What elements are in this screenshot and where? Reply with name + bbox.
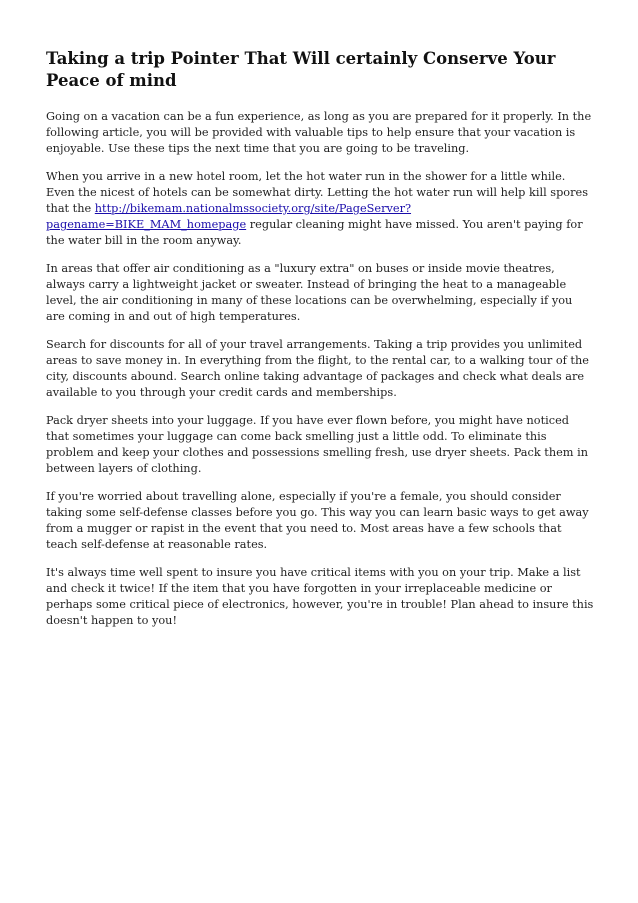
paragraph-intro: Going on a vacation can be a fun experience, as long as you are prepared for it properly. In the following article, you will be provided with valuable tips to help ensure that your vacation is enjoyable. Use these tips the next time that you are going to be traveling.: [46, 110, 592, 155]
paragraph-hotel-water: [46, 169, 594, 249]
paragraph-text-before-link: When you arrive in a new hotel room, let the hot water run in the shower for a little while. Even the nicest of hotels can be somewhat dirty. Letting the hot water run will help kill spores that the: [46, 170, 588, 215]
paragraph-text-after-link: regular cleaning might have missed. You aren't paying for the water bill in the room anyway.: [46, 218, 583, 247]
paragraph-discounts: Search for discounts for all of your travel arrangements. Taking a trip provides you unlimited areas to save money in. In everything from the flight, to the rental car, to a walking tour of the city, discounts abound. Search online taking advantage of packages and check what deals are available to you through your credit cards and memberships.: [46, 338, 589, 399]
paragraph-critical-items: It's always time well spent to insure you have critical items with you on your trip. Make a list and check it twice! If the item that you have forgotten in your irreplaceable medicine or perhaps some critical piece of electronics, however, you're in trouble! Plan ahead to insure this doesn't happen to you!: [46, 566, 594, 627]
document-page: [46, 48, 594, 641]
document-title: Taking a trip Pointer That Will certainly Conserve Your Peace of mind: [46, 49, 556, 90]
paragraph-dryer-sheets: Pack dryer sheets into your luggage. If you have ever flown before, you might have noticed that sometimes your luggage can come back smelling just a little odd. To eliminate this problem and keep your clothes and possessions smelling fresh, use dryer sheets. Pack them in between layers of clothing.: [46, 414, 588, 475]
paragraph-self-defense: If you're worried about travelling alone, especially if you're a female, you should consider taking some self-defense classes before you go. This way you can learn basic ways to get away from a mugger or rapist in the event that you need to. Most areas have a few schools that teach self-defense at reasonable rates.: [46, 490, 589, 551]
paragraph-air-conditioning: In areas that offer air conditioning as a "luxury extra" on buses or inside movie theatres, always carry a lightweight jacket or sweater. Instead of bringing the heat to a manageable level, the air conditioning in many of these locations can be overwhelming, especially if you are coming in and out of high temperatures.: [46, 262, 573, 323]
bikemam-link[interactable]: http://bikemam.nationalmssociety.org/site/PageServer?pagename=BIKE_MAM_homepage: [46, 202, 412, 231]
